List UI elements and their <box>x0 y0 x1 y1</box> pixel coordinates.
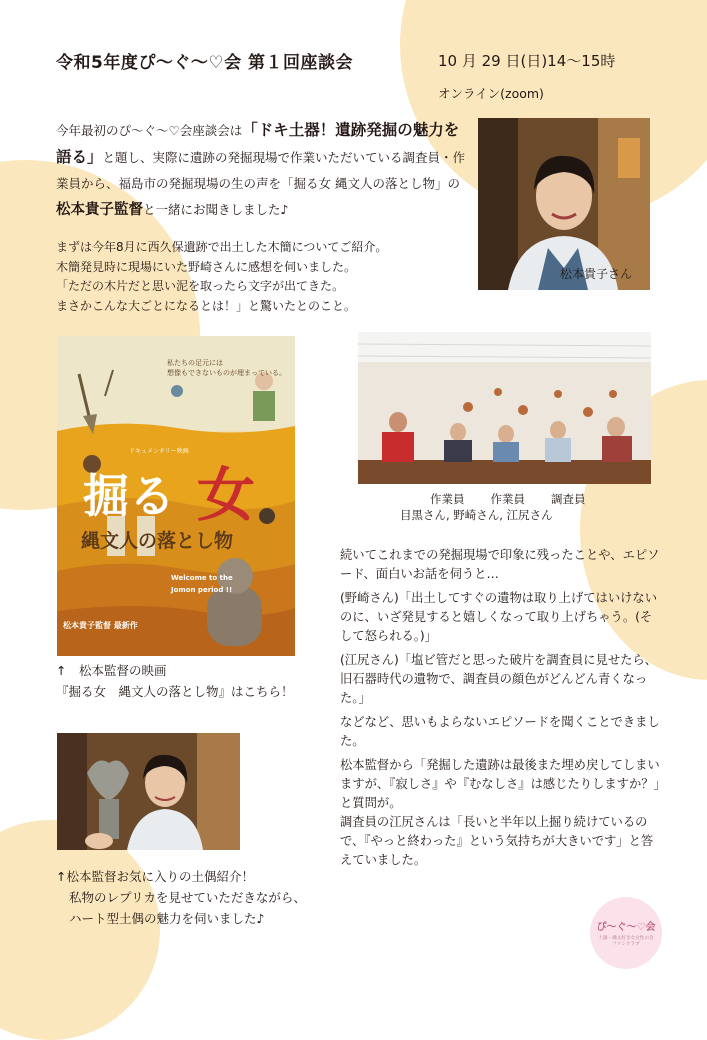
bg-blob-bottom-left <box>0 820 160 1040</box>
poster-subtitle: 縄文人の落とし物 <box>81 530 234 552</box>
poster-english-1: Welcome to the <box>171 574 233 582</box>
episode-text: (江尻さん)「塩ビ管だと思った破片を調査員に見せたら、旧石器時代の遺物で、調査員の顔色がどんどん青くなった。」 <box>340 653 658 705</box>
club-logo-sub-2: ファンクラブ <box>612 942 640 947</box>
mokkan-line: 「ただの木片だと思い泥を取ったら文字が出てきた。 <box>56 279 345 293</box>
poster-english <box>171 572 233 596</box>
intro-text-3: と一緒にお聞きしました♪ <box>143 202 289 217</box>
poster-caption <box>56 660 294 702</box>
event-date: 10 月 29 日(日)14〜15時 <box>438 52 616 70</box>
poster-english-2: Jomon period !! <box>171 586 233 594</box>
poster-small-label: ドキュメンタリー映画 <box>129 448 189 455</box>
dogu-caption-1: ↑松本監督お気に入りの土偶紹介！ <box>56 869 254 884</box>
poster-caption-2: 『掘る女 縄文人の落とし物』はこちら！ <box>56 684 294 699</box>
dogu-caption-3: ハート型土偶の魅力を伺いました♪ <box>69 911 265 926</box>
movie-poster <box>57 336 295 656</box>
worker-role: 調査員 <box>551 492 586 506</box>
episode-text: 続いてこれまでの発掘現場で印象に残ったことや、エピソード、面白いお話を伺うと… <box>340 548 660 581</box>
event-venue: オンライン(zoom) <box>438 86 544 101</box>
poster-title-main: 掘る <box>83 469 175 523</box>
dogu-caption <box>56 866 306 929</box>
episode-text: 調査員の江尻さんは「長いと半年以上掘り続けているので、『やっと終わった』という気持ちが大きいです」と答えていました。 <box>340 815 654 867</box>
dogu-photo <box>57 733 240 850</box>
dogu-caption-2: 私物のレプリカを見せていただきながら、 <box>69 890 306 905</box>
poster-tagline-1: 私たちの足元には <box>167 359 223 367</box>
worker-role: 作業員 <box>490 492 525 506</box>
episode-text: 松本監督から「発掘した遺跡は最後また埋め戻してしまいますが、『寂しさ』や『むなしさ』は感じたりしますか？」と質問が。 <box>340 758 660 810</box>
episode-text: (野崎さん)「出土してすぐの遺物は取り上げてはいけないのに、いざ発見すると嬉しくなって取り上げちゃう。(そして怒られる。)」 <box>340 591 658 643</box>
intro-paragraph <box>56 117 468 223</box>
worker-role: 作業員 <box>430 492 465 506</box>
intro-text-1: 今年最初のぴ〜ぐ〜♡会座談会は <box>56 123 243 138</box>
poster-tagline <box>167 358 286 378</box>
mokkan-line: まずは今年8月に西久保遺跡で出土した木簡についてご紹介。 <box>56 240 388 254</box>
matsumoto-caption: 松本貴子さん <box>560 267 633 281</box>
episode-text: などなど、思いもよらないエピソードを聞くことできました。 <box>340 715 660 748</box>
club-logo <box>590 897 662 969</box>
workers-names: 目黒さん, 野崎さん, 江尻さん <box>400 507 553 522</box>
club-logo-sub-1: 土器・縄文好きな女性の会 <box>598 936 654 941</box>
intro-theme-highlight: 「ドキ土器！遺跡発掘の魅力を語る」 <box>56 121 460 166</box>
workers-illustration <box>358 332 651 484</box>
workers-caption <box>400 492 586 523</box>
poster-caption-1: ↑ 松本監督の映画 <box>56 663 167 678</box>
episodes-paragraph <box>340 546 662 875</box>
workers-roles <box>400 492 586 508</box>
poster-credit: 松本貴子監督 最新作 <box>63 621 138 630</box>
poster-tagline-2: 想像もできないものが埋まっている。 <box>167 369 286 377</box>
mokkan-line: まさかこんな大ごとになるとは！」と驚いたとのこと。 <box>56 298 357 313</box>
mokkan-line: 木簡発見時に現場にいた野崎さんに感想を伺いました。 <box>56 259 357 274</box>
mokkan-paragraph <box>56 238 468 316</box>
intro-text-2: と題し、実際に遺跡の発掘現場で作業いただいている調査員・作業員から、福島市の発掘現場の生の声を「掘る女 縄文人の落とし物」の <box>56 150 466 191</box>
page-title: 令和5年度ぴ〜ぐ〜♡会 第１回座談会 <box>56 53 353 73</box>
club-logo-name: ぴ〜ぐ〜♡会 <box>596 922 656 933</box>
poster-title-accent: 女 <box>197 461 256 529</box>
intro-director-highlight: 松本貴子監督 <box>56 202 143 218</box>
workers-group-photo <box>358 332 651 484</box>
dogu-illustration <box>57 733 240 850</box>
